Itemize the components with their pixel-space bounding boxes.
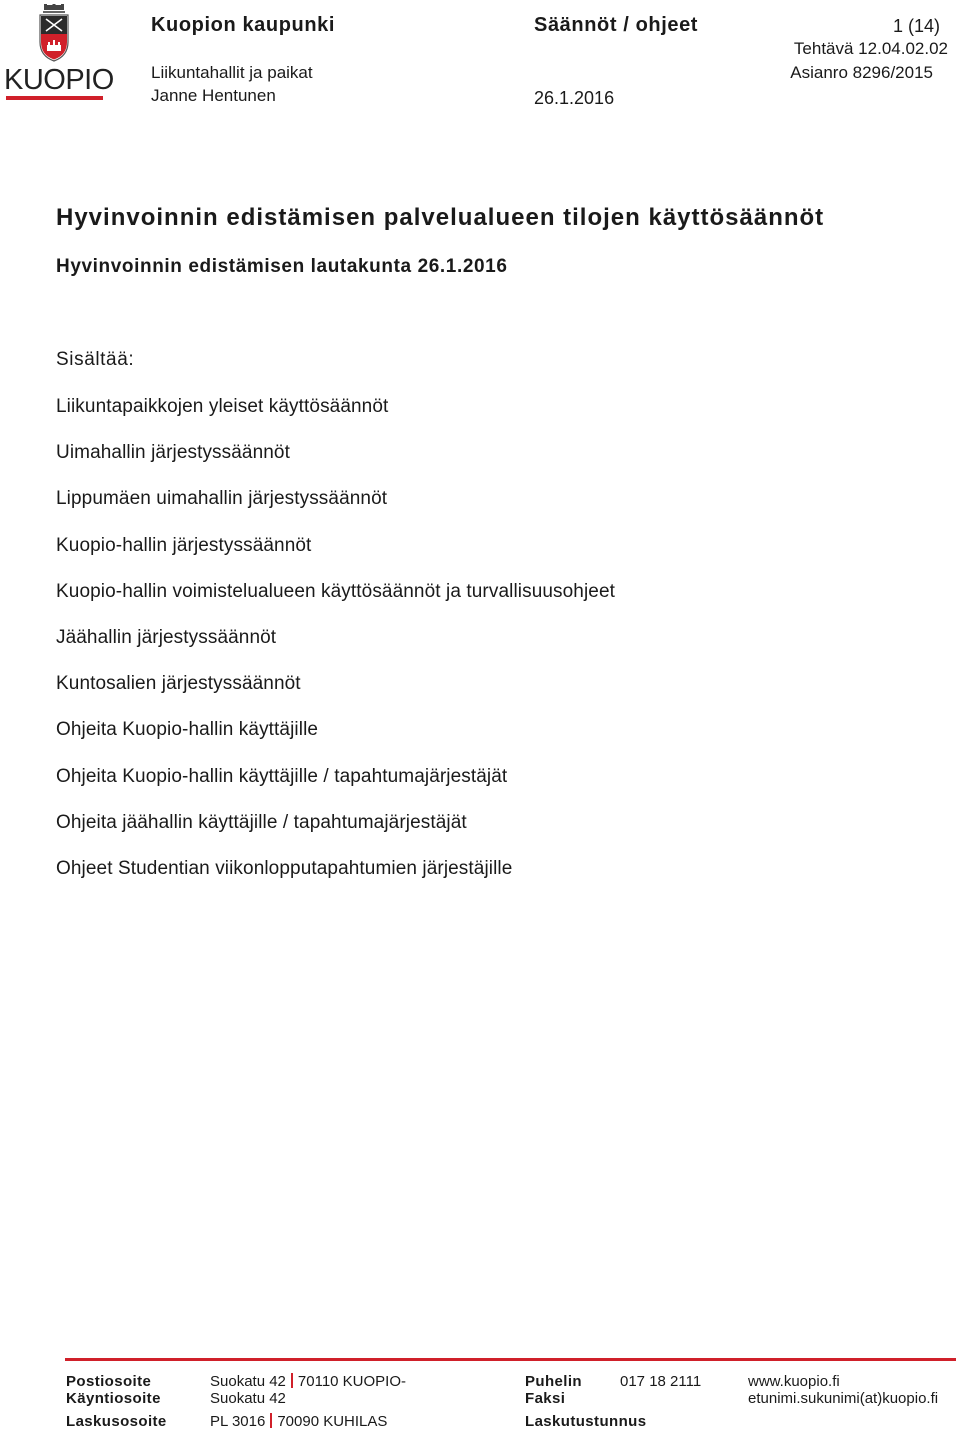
footer-postal-city: 70110 KUOPIO- (297, 1373, 407, 1390)
footer-visit-label: Käyntiosoite (66, 1390, 161, 1407)
contents-heading: Sisältää: (56, 349, 135, 370)
contents-item: Kuopio-hallin järjestyssäännöt (56, 534, 312, 556)
header-document-type: Säännöt / ohjeet (534, 14, 699, 36)
footer-phone-value: 017 18 2111 (620, 1373, 702, 1390)
footer-billing-id-label: Laskutustunnus (525, 1413, 647, 1430)
logo-underline (6, 96, 103, 100)
footer-postal-address (210, 1373, 406, 1390)
contents-item: Lippumäen uimahallin järjestyssäännöt (56, 488, 388, 510)
footer-billing-city: 70090 KUHILAS (277, 1413, 388, 1430)
contents-item: Jäähallin järjestyssäännöt (56, 626, 277, 648)
footer-separator (270, 1413, 272, 1428)
header-organization: Kuopion kaupunki (151, 14, 336, 36)
kuopio-logo (4, 4, 114, 100)
contents-item: Liikuntapaikkojen yleiset käyttösäännöt (56, 396, 389, 417)
contents-item: Uimahallin järjestyssäännöt (56, 442, 290, 464)
document-subtitle: Hyvinvoinnin edistämisen lautakunta 26.1.2016 (56, 256, 508, 277)
footer-divider (65, 1358, 956, 1361)
kuopio-coat-of-arms-icon (38, 4, 70, 62)
footer-billing-box: PL 3016 (210, 1413, 266, 1430)
contents-item: Ohjeita Kuopio-hallin käyttäjille (56, 719, 319, 741)
footer-billing-label: Laskusosoite (66, 1413, 167, 1430)
footer-phone-label: Puhelin (525, 1373, 582, 1390)
footer-email-link[interactable]: etunimi.sukunimi(at)kuopio.fi (748, 1390, 939, 1407)
footer-separator (291, 1373, 293, 1388)
footer-billing-address (210, 1413, 387, 1430)
header-case-number: Asianro 8296/2015 (790, 63, 933, 82)
footer-fax-label: Faksi (525, 1390, 566, 1407)
logo-wordmark: KUOPIO (4, 64, 114, 96)
document-title: Hyvinvoinnin edistämisen palvelualueen tilojen käyttösäännöt (56, 204, 825, 231)
header-task: Tehtävä 12.04.02.02 (793, 39, 948, 58)
footer-postal-label: Postiosoite (66, 1373, 152, 1390)
header-department: Liikuntahallit ja paikat (151, 63, 313, 82)
footer-visit-address: Suokatu 42 (210, 1390, 286, 1407)
header-date: 26.1.2016 (534, 88, 615, 108)
header-author: Janne Hentunen (151, 86, 276, 105)
header-page-number: 1 (14) (892, 16, 940, 36)
contents-item: Ohjeet Studentian viikonlopputapahtumien järjestäjille (56, 857, 513, 879)
contents-item: Kuopio-hallin voimistelualueen käyttösäännöt ja turvallisuusohjeet (56, 580, 615, 602)
contents-item: Ohjeita jäähallin käyttäjille / tapahtumajärjestäjät (56, 811, 467, 833)
footer-website-link[interactable]: www.kuopio.fi (748, 1373, 840, 1390)
footer-postal-street: Suokatu 42 (210, 1373, 286, 1390)
contents-item: Kuntosalien järjestyssäännöt (56, 673, 301, 695)
contents-list (56, 396, 615, 904)
contents-item: Ohjeita Kuopio-hallin käyttäjille / tapahtumajärjestäjät (56, 765, 508, 787)
